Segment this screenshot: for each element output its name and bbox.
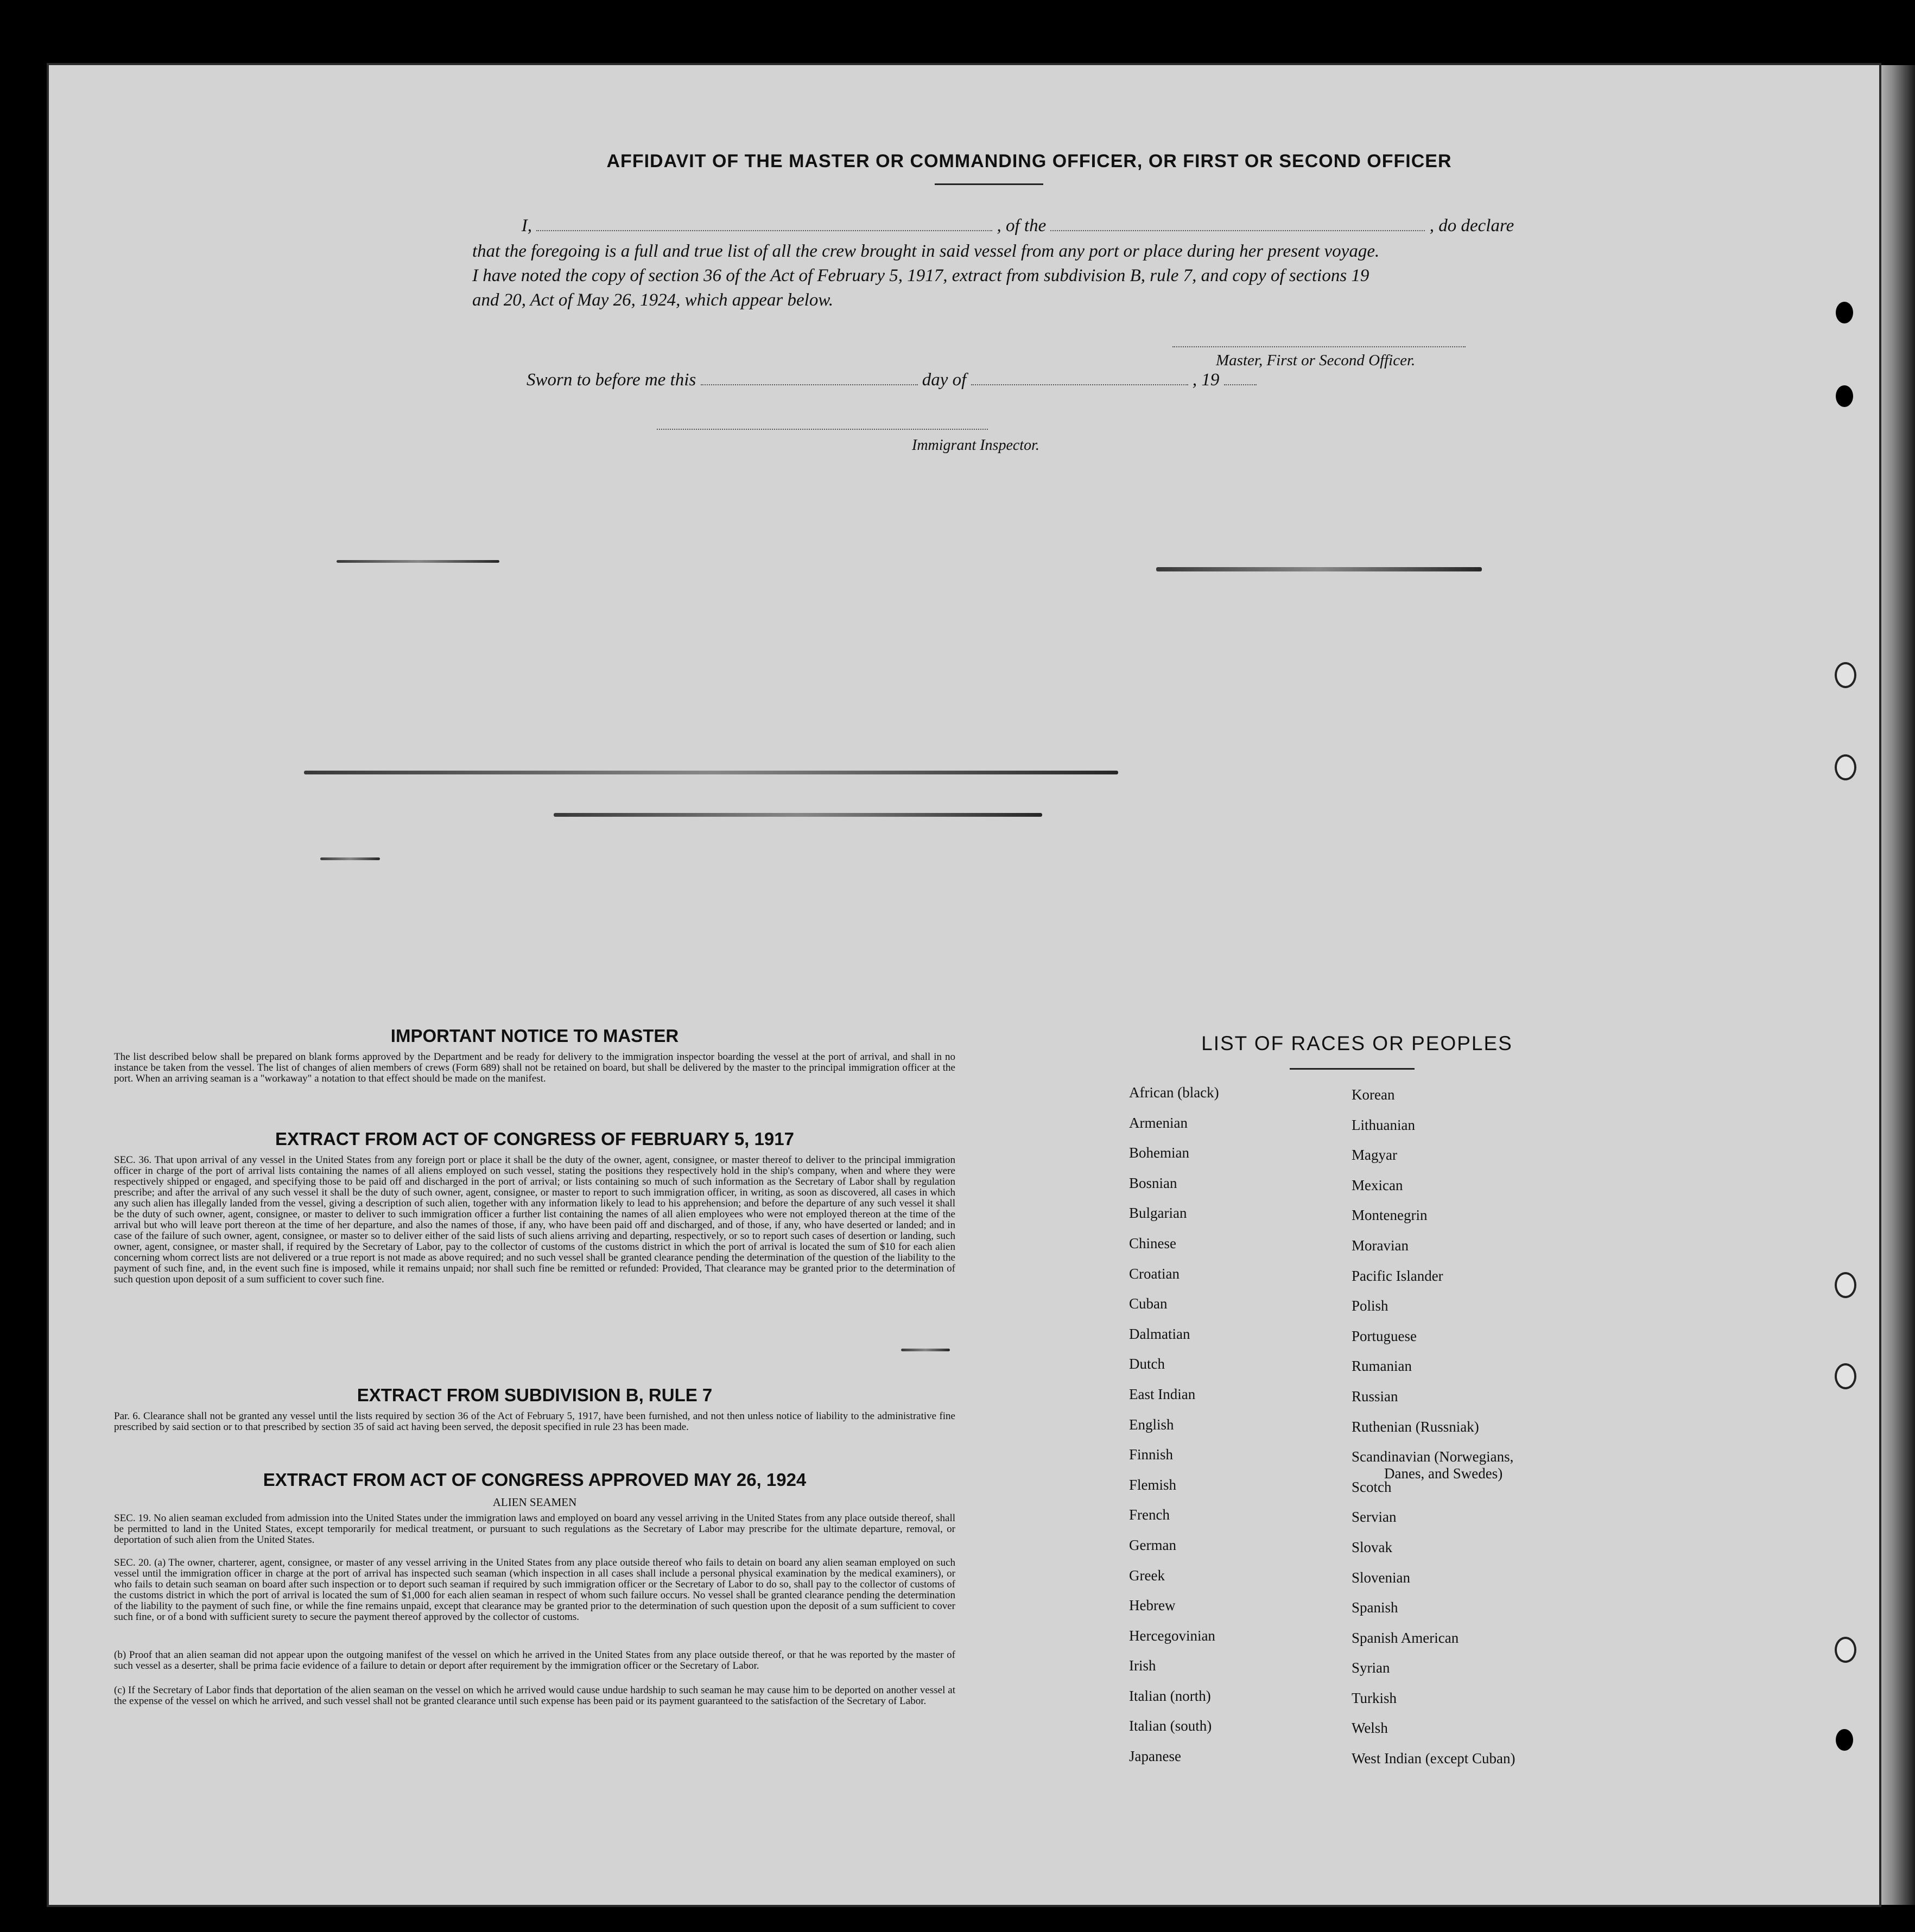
race-item: Italian (south) (1129, 1718, 1212, 1734)
inspector-signature-field[interactable] (657, 429, 988, 430)
label-day-of: day of (922, 370, 967, 390)
race-item: Croatian (1129, 1265, 1180, 1282)
master-label: Master, First or Second Officer. (1216, 352, 1416, 369)
extract-rule7-body: Par. 6. Clearance shall not be granted any vessel until the lists required by section 36 of the Act of February 5, 1917, have been furnished, and not then unless notice of liability to the administrative fine prescribed by said section or to that prescribed by section 35 of said act having been served, the deposit specified in rule 23 has been made. (114, 1410, 955, 1433)
race-item: Bulgarian (1129, 1205, 1187, 1222)
extract-1924-subtitle: ALIEN SEAMEN (492, 1496, 577, 1509)
race-item: Japanese (1129, 1748, 1181, 1765)
race-item: Hercegovinian (1129, 1627, 1215, 1644)
race-item: Irish (1129, 1657, 1156, 1674)
declaration-line-1 (483, 216, 1558, 236)
race-item: Spanish (1352, 1599, 1398, 1616)
ink-smudge (320, 857, 380, 860)
extract-1924-title: EXTRACT FROM ACT OF CONGRESS APPROVED MAY 26, 1924 (263, 1470, 807, 1490)
race-item: Mexican (1352, 1177, 1403, 1193)
race-item: Armenian (1129, 1114, 1188, 1131)
race-item: German (1129, 1536, 1176, 1553)
sworn-year-field[interactable] (1224, 384, 1257, 385)
race-item: West Indian (except Cuban) (1352, 1750, 1515, 1767)
binder-hole (1836, 302, 1853, 323)
race-item: Polish (1352, 1298, 1388, 1314)
vessel-field[interactable] (1050, 230, 1425, 231)
race-item: Hebrew (1129, 1597, 1176, 1614)
notice-title: IMPORTANT NOTICE TO MASTER (390, 1026, 679, 1046)
race-item: Pacific Islander (1352, 1267, 1443, 1284)
race-item: Dalmatian (1129, 1325, 1190, 1342)
binder-hole (1836, 385, 1853, 407)
sworn-line (527, 370, 1395, 390)
race-item: Slovenian (1352, 1569, 1410, 1586)
sworn-month-field[interactable] (971, 384, 1188, 385)
master-signature-field[interactable] (1172, 346, 1466, 347)
page-edge-shadow (1877, 65, 1915, 1905)
race-item: Lithuanian (1352, 1116, 1415, 1133)
race-item: Scotch (1352, 1478, 1392, 1495)
race-item: Ruthenian (Russniak) (1352, 1418, 1479, 1435)
race-item: Bohemian (1129, 1145, 1189, 1161)
document-sheet (49, 65, 1879, 1905)
race-item: Bosnian (1129, 1174, 1177, 1191)
race-item: French (1129, 1507, 1170, 1523)
label-do-declare: , do declare (1429, 216, 1514, 236)
ink-smudge (304, 771, 1118, 774)
races-rule (1290, 1068, 1415, 1070)
race-item: Korean (1352, 1086, 1395, 1103)
title-rule (935, 183, 1043, 185)
section-19: SEC. 19. No alien seaman excluded from admission into the United States under the immigration laws and employed on board any vessel arriving in the United States from any place outside thereof, shall be permitted to land in the United States, except temporarily for medical treatment, or pursuant to such regulations as the Secretary of Labor may prescribe for the ultimate departure, removal, or deportation of such alien from the United States. (114, 1512, 955, 1546)
label-sworn: Sworn to before me this (527, 370, 696, 390)
binder-hole (1835, 1637, 1856, 1663)
race-item: Magyar (1352, 1147, 1397, 1164)
race-item: Greek (1129, 1567, 1165, 1584)
race-item: Scandinavian (Norwegians, (1352, 1448, 1514, 1465)
declaration-line-4: and 20, Act of May 26, 1924, which appear below. (472, 290, 834, 310)
declaration-line-3: I have noted the copy of section 36 of the Act of February 5, 1917, extract from subdivision B, rule 7, and copy of sections 19 (472, 266, 1369, 285)
race-item: East Indian (1129, 1386, 1196, 1402)
race-item: Portuguese (1352, 1327, 1417, 1344)
race-item: Dutch (1129, 1356, 1165, 1372)
ink-smudge (554, 813, 1042, 817)
extract-1917-body: SEC. 36. That upon arrival of any vessel in the United States from any foreign port or place it shall be the duty of the owner, agent, consignee, or master thereof to deliver to the principal immigration officer in charge of the port of arrival lists containing the names of all aliens employed on such vessel, stating the positions they respectively hold in the ship's company, when and where they were respectively shipped or engaged, and specifying those to be paid off and discharged in the port of arrival; or lists containing so much of such information as the Secretary of Labor shall by regulation prescribe; and after the arrival of any such vessel it shall be the duty of such owner, agent, consignee, or master to report to such immigration officer, in writing, as soon as discovered, all cases in which any such alien has illegally landed from the vessel, giving a description of such alien, together with any information likely to lead to his apprehension; and before the departure of any such vessel it shall be the duty of such owner, agent, consignee, or master to deliver to such immigration officer a further list containing the names of all alien employees who were not employed thereon at the time of the arrival but who will leave port thereon at the time of her departure, and also the names of those, if any, who have been paid off and discharged, and of those, if any, who have deserted or landed; and in case of the failure of such owner, agent, consignee, or master so to deliver either of the said lists of such aliens arriving and departing, respectively, or so to report such cases of desertion or landing, such owner, agent, consignee, or master shall, if required by the Secretary of Labor, pay to the collector of customs of the customs district in which the port of arrival is located the sum of $10 for each alien concerning whom correct lists are not delivered or a true report is not made as above required; and no such vessel shall be granted clearance pending the determination of the question of the liability to the payment of such fine, and, in the event such fine is imposed, while it remains unpaid; nor shall such fine be remitted or refunded: Provided, That clearance may be granted prior to the determination of such question upon deposit of a sum sufficient to cover such fine. (114, 1154, 955, 1285)
ink-smudge (901, 1349, 950, 1351)
binder-hole (1835, 754, 1856, 780)
section-20b: (b) Proof that an alien seaman did not appear upon the outgoing manifest of the vessel on which he arrived in the United States from any place outside thereof, or that he was reported by the master of such vessel as a deserter, shall be prima facie evidence of a failure to detain or deport after requirement by the immigration officer or the Secretary of Labor. (114, 1649, 955, 1672)
race-item: Finnish (1129, 1446, 1174, 1463)
race-item: Flemish (1129, 1476, 1177, 1493)
ink-smudge (337, 560, 499, 563)
race-item: Cuban (1129, 1295, 1168, 1312)
race-item: Moravian (1352, 1237, 1409, 1254)
section-20c: (c) If the Secretary of Labor finds that deportation of the alien seaman on the vessel on which he arrived would cause undue hardship to such seaman he may cause him to be deported on another vessel at the expense of the vessel on which he arrived, and such vessel shall not be granted clearance until such expense has been paid or its payment guaranteed to the satisfaction of the Secretary of Labor. (114, 1685, 955, 1707)
declaration-line-2: that the foregoing is a full and true list of all the crew brought in said vessel from any port or place during her present voyage. (472, 242, 1380, 261)
race-item: African (black) (1129, 1084, 1219, 1101)
ink-smudge (1156, 567, 1482, 571)
binder-hole (1835, 662, 1856, 688)
race-item: Spanish American (1352, 1629, 1459, 1646)
race-item: Syrian (1352, 1660, 1390, 1676)
race-item: Russian (1352, 1388, 1398, 1404)
label-year: , 19 (1192, 370, 1220, 390)
binder-hole (1836, 1729, 1853, 1751)
notice-body: The list described below shall be prepared on blank forms approved by the Department and be ready for delivery to the immigration inspector boarding the vessel at the port of arrival, and shall in no instance be taken from the vessel. The list of changes of alien members of crews (Form 689) shall not be retained on board, but shall be delivered by the master to the principal immigration officer at the port. When an arriving seaman is a "workaway" a notation to that effect should be made on the manifest. (114, 1051, 955, 1084)
binder-hole (1835, 1272, 1856, 1298)
section-20a: SEC. 20. (a) The owner, charterer, agent, consignee, or master of any vessel arriving in the United States from any place outside thereof who fails to detain on board any alien seaman employed on such vessel until the immigration officer in charge at the port of arrival has inspected such seaman (which inspection in all cases shall include a personal physical examination by the medical examiners), or who fails to detain such seaman on board after such inspection or to deport such seaman if required by such immigration officer or the Secretary of Labor to do so, shall pay to the collector of customs of the customs district in which the port of arrival is located the sum of $1,000 for each alien seaman in respect of whom such failure occurs. No vessel shall be granted clearance pending the determination of the liability to the payment of such fine, or while the fine remains unpaid, except that clearance may be granted prior to the determination of such question upon the deposit of a sum sufficient to cover such fine, or of a bond with sufficient surety to secure the payment thereof approved by the collector of customs. (114, 1557, 955, 1623)
extract-1917-title: EXTRACT FROM ACT OF CONGRESS OF FEBRUARY 5, 1917 (275, 1129, 794, 1149)
race-item: Turkish (1352, 1689, 1397, 1706)
extract-rule7-title: EXTRACT FROM SUBDIVISION B, RULE 7 (357, 1385, 713, 1405)
race-item: Servian (1352, 1509, 1397, 1526)
race-item: Italian (north) (1129, 1687, 1211, 1704)
inspector-label: Immigrant Inspector. (912, 437, 1039, 454)
name-field[interactable] (536, 230, 992, 231)
races-left-column (1129, 1084, 1346, 1778)
races-title: LIST OF RACES OR PEOPLES (1201, 1032, 1513, 1054)
binder-hole (1835, 1363, 1856, 1389)
race-item: Chinese (1129, 1235, 1176, 1251)
race-item: Montenegrin (1352, 1207, 1428, 1224)
races-right-column (1352, 1086, 1656, 1781)
race-item: Rumanian (1352, 1358, 1412, 1375)
race-item: English (1129, 1416, 1174, 1433)
race-item: Welsh (1352, 1720, 1388, 1737)
scandinavian-continuation: Danes, and Swedes) (1384, 1465, 1503, 1482)
label-of-the: , of the (997, 216, 1047, 236)
sworn-day-field[interactable] (701, 384, 918, 385)
label-i: I, (521, 216, 532, 236)
affidavit-title: AFFIDAVIT OF THE MASTER OR COMMANDING OFFICER, OR FIRST OR SECOND OFFICER (606, 151, 1452, 171)
race-item: Slovak (1352, 1539, 1393, 1555)
